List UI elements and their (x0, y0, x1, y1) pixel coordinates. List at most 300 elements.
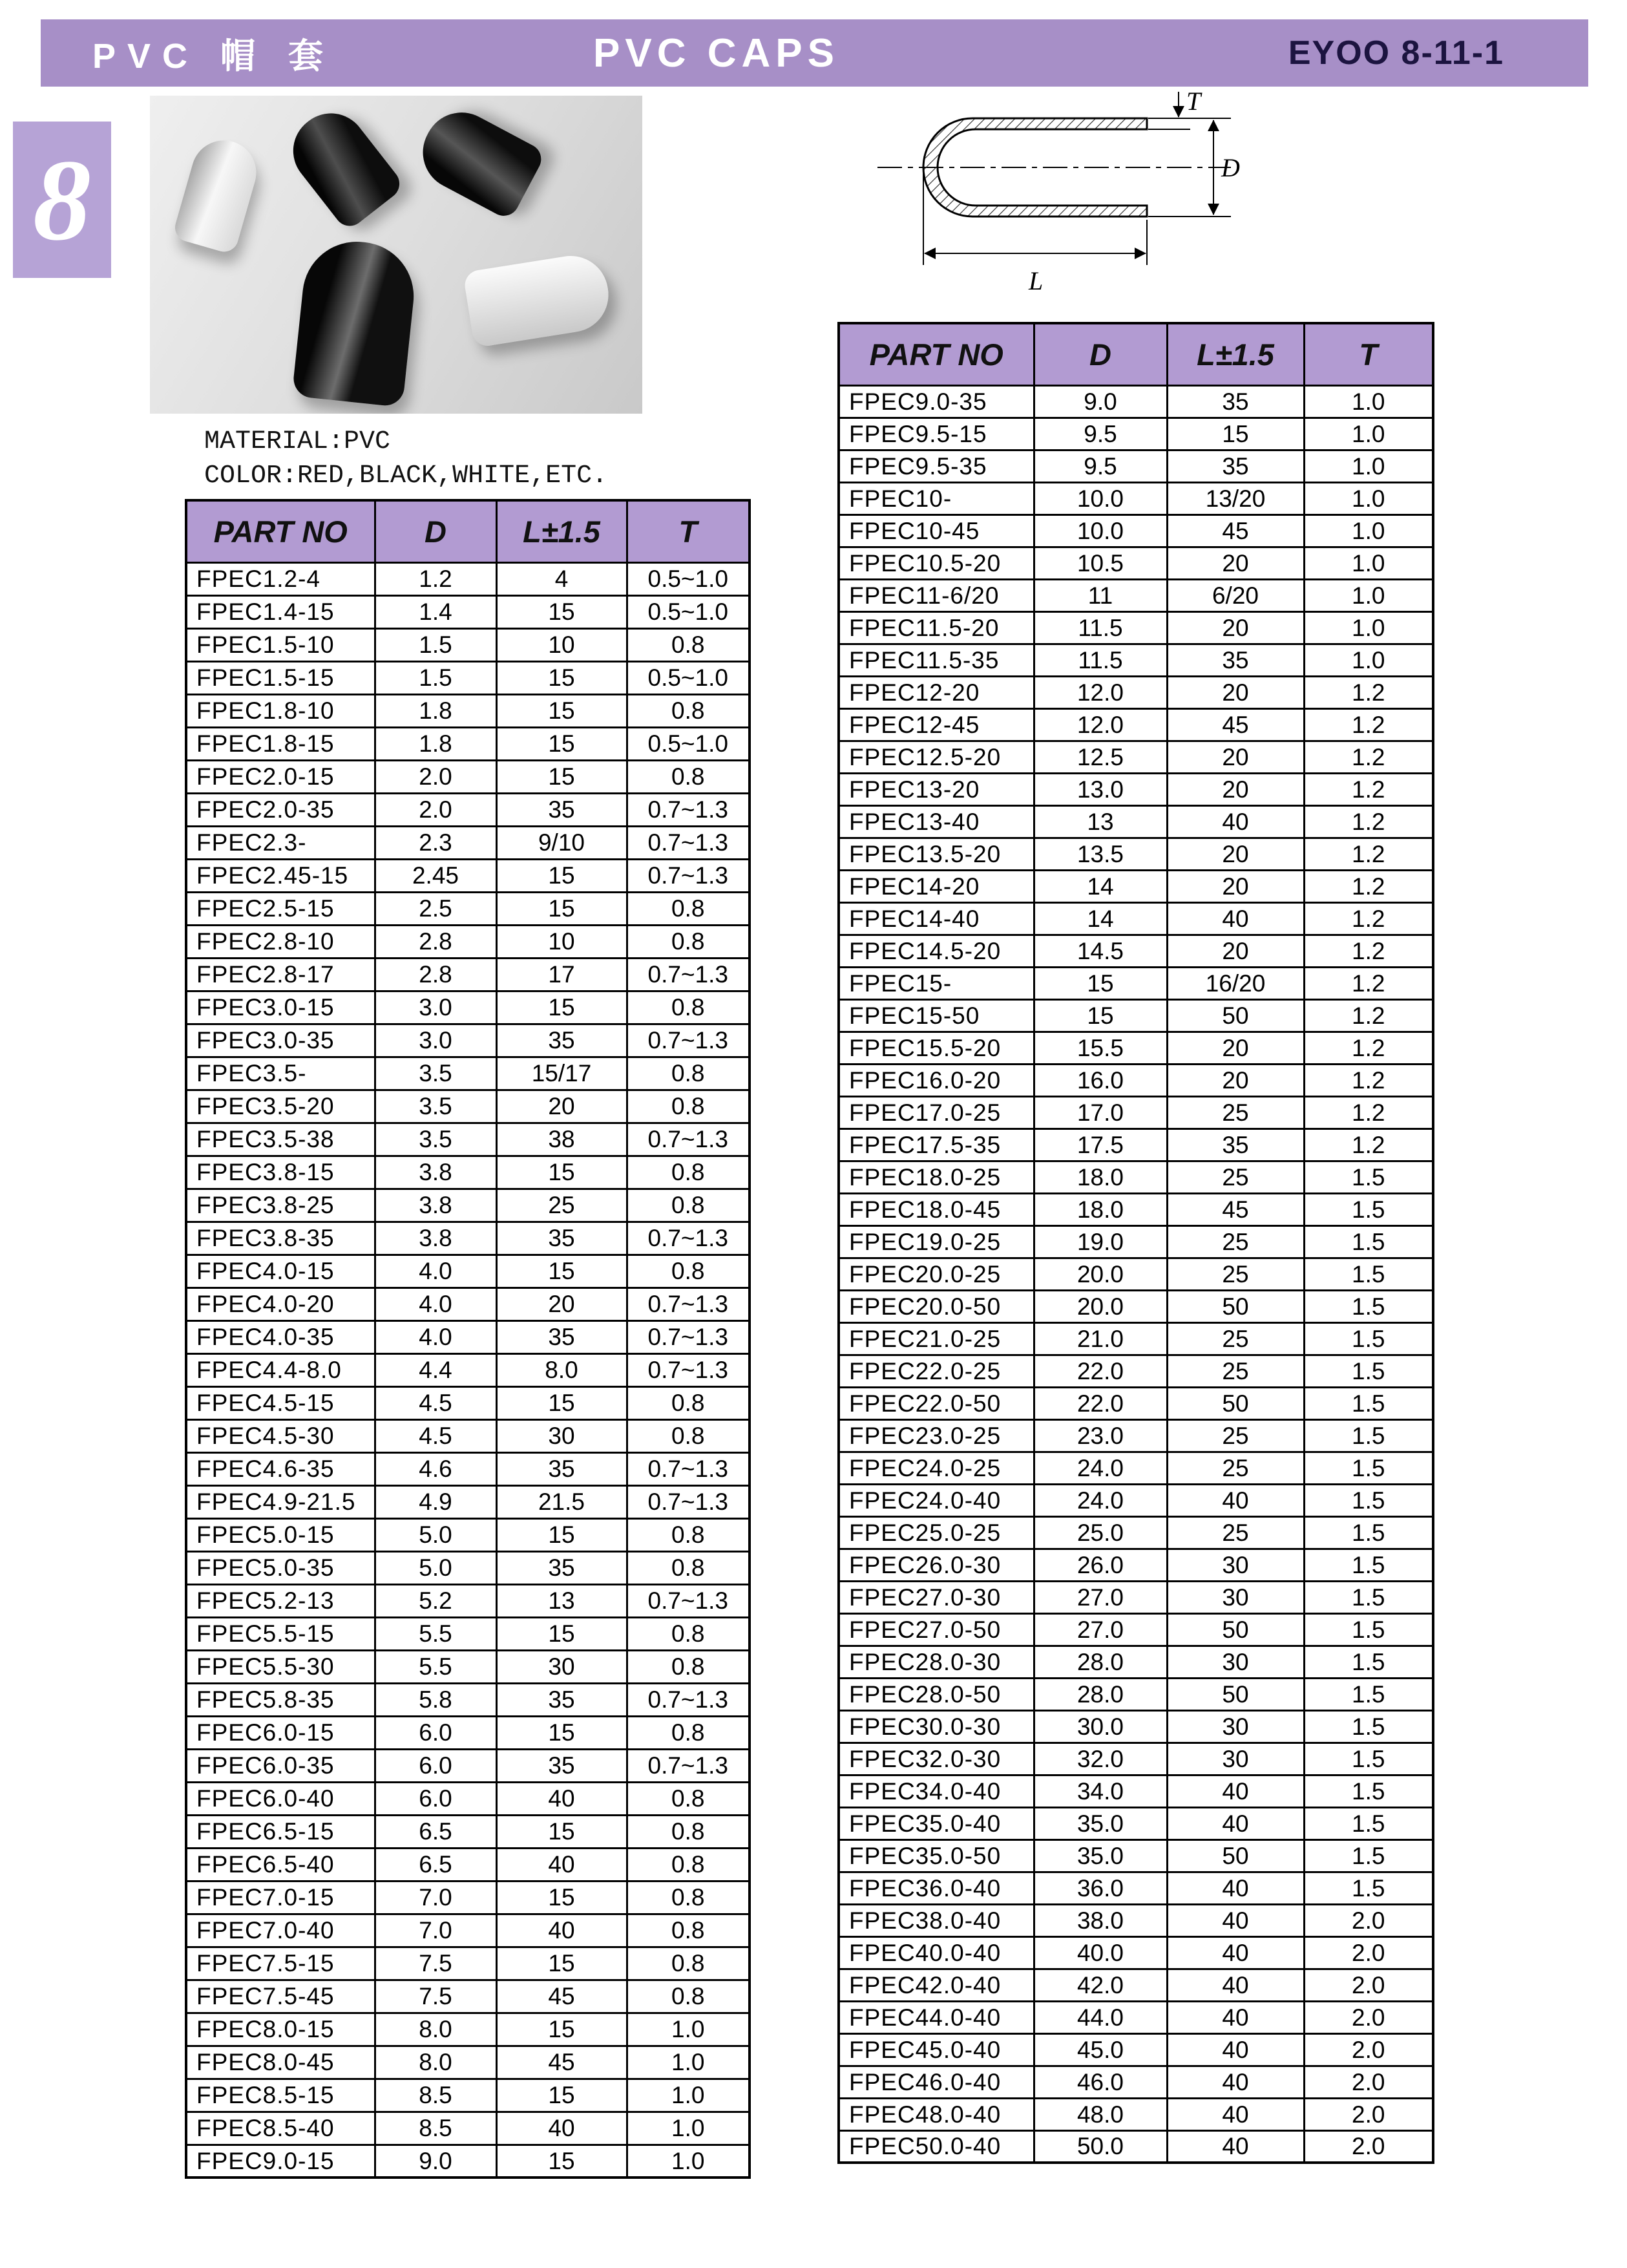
d-cell: 1.4 (375, 595, 496, 628)
part-no-cell: FPEC15.5-20 (839, 1032, 1034, 1064)
table-row (186, 1353, 750, 1386)
l-cell: 25 (1167, 1355, 1304, 1387)
t-cell: 2.0 (1304, 2098, 1433, 2130)
part-no-cell: FPEC28.0-50 (839, 1678, 1034, 1710)
table-row (839, 1969, 1433, 2001)
l-cell: 15 (496, 694, 627, 727)
white-cap-image (172, 132, 264, 255)
table-row (186, 1518, 750, 1551)
part-no-cell: FPEC11.5-20 (839, 611, 1034, 644)
t-cell: 1.2 (1304, 999, 1433, 1032)
part-no-cell: FPEC2.45-15 (186, 859, 375, 892)
t-cell: 1.5 (1304, 1839, 1433, 1872)
l-cell: 20 (1167, 1032, 1304, 1064)
l-cell: 20 (1167, 547, 1304, 579)
part-no-cell: FPEC42.0-40 (839, 1969, 1034, 2001)
d-cell: 3.5 (375, 1090, 496, 1123)
t-cell: 1.5 (1304, 1807, 1433, 1839)
d-cell: 8.5 (375, 2079, 496, 2112)
d-cell: 8.0 (375, 2046, 496, 2079)
table-row (839, 1322, 1433, 1355)
t-cell: 1.5 (1304, 1710, 1433, 1743)
part-no-cell: FPEC50.0-40 (839, 2130, 1034, 2163)
t-cell: 1.5 (1304, 1452, 1433, 1484)
table-row (186, 1914, 750, 1947)
t-cell: 0.7~1.3 (627, 1288, 750, 1320)
table-row (839, 1193, 1433, 1225)
part-no-cell: FPEC1.8-15 (186, 727, 375, 760)
part-no-cell: FPEC23.0-25 (839, 1419, 1034, 1452)
t-cell: 0.7~1.3 (627, 958, 750, 991)
cap-dimension-diagram (859, 83, 1260, 315)
part-no-cell: FPEC9.5-15 (839, 418, 1034, 450)
part-no-cell: FPEC24.0-25 (839, 1452, 1034, 1484)
table-row (186, 2046, 750, 2079)
table-row (839, 2098, 1433, 2130)
t-cell: 1.2 (1304, 1096, 1433, 1129)
l-cell: 30 (1167, 1646, 1304, 1678)
page-code: EYOO 8-11-1 (1288, 34, 1504, 72)
t-cell: 1.5 (1304, 1355, 1433, 1387)
table-row (186, 958, 750, 991)
t-cell: 0.8 (627, 1947, 750, 1980)
d-cell: 12.0 (1034, 676, 1167, 708)
l-cell: 25 (1167, 1419, 1304, 1452)
part-no-cell: FPEC14.5-20 (839, 935, 1034, 967)
d-cell: 9.5 (1034, 450, 1167, 482)
part-no-cell: FPEC17.0-25 (839, 1096, 1034, 1129)
table-row (839, 2033, 1433, 2066)
part-no-cell: FPEC3.0-15 (186, 991, 375, 1024)
l-cell: 17 (496, 958, 627, 991)
l-cell: 15 (496, 727, 627, 760)
t-cell: 1.2 (1304, 1064, 1433, 1096)
d-cell: 4.5 (375, 1419, 496, 1452)
d-cell: 27.0 (1034, 1581, 1167, 1613)
table-row (839, 1096, 1433, 1129)
d-cell: 5.5 (375, 1650, 496, 1683)
table-row (839, 1032, 1433, 1064)
part-no-cell: FPEC48.0-40 (839, 2098, 1034, 2130)
table-row (839, 1743, 1433, 1775)
l-cell: 40 (496, 2112, 627, 2145)
part-no-cell: FPEC21.0-25 (839, 1322, 1034, 1355)
t-cell: 0.8 (627, 925, 750, 958)
part-no-cell: FPEC5.2-13 (186, 1584, 375, 1617)
d-cell: 4.0 (375, 1320, 496, 1353)
part-no-cell: FPEC4.5-15 (186, 1386, 375, 1419)
t-cell: 1.2 (1304, 708, 1433, 741)
l-cell: 40 (1167, 2066, 1304, 2098)
l-cell: 30 (1167, 1549, 1304, 1581)
l-cell: 40 (1167, 1872, 1304, 1904)
l-cell: 40 (1167, 2098, 1304, 2130)
table-row (839, 1904, 1433, 1936)
part-no-cell: FPEC6.0-15 (186, 1716, 375, 1749)
d-cell: 13.5 (1034, 838, 1167, 870)
d-cell: 5.5 (375, 1617, 496, 1650)
table-row (186, 1452, 750, 1485)
part-no-cell: FPEC1.5-15 (186, 661, 375, 694)
table-row (839, 1839, 1433, 1872)
d-cell: 2.8 (375, 958, 496, 991)
col-header-l: L±1.5 (496, 500, 627, 562)
part-no-cell: FPEC18.0-25 (839, 1161, 1034, 1193)
l-cell: 15 (496, 892, 627, 925)
table-row (186, 793, 750, 826)
d-cell: 8.0 (375, 2013, 496, 2046)
l-cell: 20 (1167, 870, 1304, 902)
t-cell: 0.8 (627, 1255, 750, 1288)
table-row (839, 579, 1433, 611)
d-cell: 4.6 (375, 1452, 496, 1485)
d-cell: 7.5 (375, 1947, 496, 1980)
part-no-cell: FPEC20.0-25 (839, 1258, 1034, 1290)
part-no-cell: FPEC3.5- (186, 1057, 375, 1090)
table-row (839, 1936, 1433, 1969)
part-no-cell: FPEC4.4-8.0 (186, 1353, 375, 1386)
t-cell: 0.8 (627, 1617, 750, 1650)
t-cell: 1.0 (1304, 644, 1433, 676)
t-cell: 0.7~1.3 (627, 1024, 750, 1057)
table-row (839, 1129, 1433, 1161)
t-cell: 1.5 (1304, 1678, 1433, 1710)
part-no-cell: FPEC25.0-25 (839, 1516, 1034, 1549)
t-cell: 1.0 (1304, 482, 1433, 514)
table-row (186, 1947, 750, 1980)
t-cell: 0.7~1.3 (627, 826, 750, 859)
d-cell: 15 (1034, 967, 1167, 999)
col-header-part-no: PART NO (839, 323, 1034, 385)
t-cell: 0.7~1.3 (627, 1452, 750, 1485)
d-cell: 4.5 (375, 1386, 496, 1419)
d-cell: 27.0 (1034, 1613, 1167, 1646)
d-cell: 1.5 (375, 661, 496, 694)
t-cell: 0.7~1.3 (627, 1749, 750, 1782)
table-row (186, 694, 750, 727)
l-cell: 8.0 (496, 1353, 627, 1386)
t-cell: 0.8 (627, 1914, 750, 1947)
part-no-cell: FPEC4.0-20 (186, 1288, 375, 1320)
d-cell: 24.0 (1034, 1452, 1167, 1484)
t-cell: 1.0 (1304, 514, 1433, 547)
d-cell: 17.5 (1034, 1129, 1167, 1161)
d-cell: 46.0 (1034, 2066, 1167, 2098)
l-cell: 50 (1167, 1387, 1304, 1419)
l-cell: 15 (1167, 418, 1304, 450)
t-cell: 2.0 (1304, 2130, 1433, 2163)
l-cell: 40 (496, 1914, 627, 1947)
part-no-cell: FPEC2.5-15 (186, 892, 375, 925)
table-row (839, 1419, 1433, 1452)
t-cell: 0.7~1.3 (627, 1222, 750, 1255)
d-cell: 3.8 (375, 1222, 496, 1255)
part-no-cell: FPEC6.0-35 (186, 1749, 375, 1782)
l-cell: 15 (496, 1815, 627, 1848)
l-cell: 15 (496, 1947, 627, 1980)
d-cell: 35.0 (1034, 1807, 1167, 1839)
table-row (839, 708, 1433, 741)
table-row (839, 2066, 1433, 2098)
table-row (839, 482, 1433, 514)
l-cell: 35 (1167, 644, 1304, 676)
l-cell: 35 (496, 1222, 627, 1255)
t-cell: 1.5 (1304, 1322, 1433, 1355)
l-cell: 15 (496, 1156, 627, 1189)
d-cell: 4.9 (375, 1485, 496, 1518)
black-cap-image (292, 237, 419, 408)
part-no-cell: FPEC3.5-20 (186, 1090, 375, 1123)
d-cell: 28.0 (1034, 1646, 1167, 1678)
part-no-cell: FPEC5.5-15 (186, 1617, 375, 1650)
material-line: MATERIAL:PVC (204, 427, 391, 456)
part-no-cell: FPEC6.0-40 (186, 1782, 375, 1815)
part-no-cell: FPEC7.5-15 (186, 1947, 375, 1980)
d-cell: 9.0 (375, 2145, 496, 2178)
part-no-cell: FPEC32.0-30 (839, 1743, 1034, 1775)
table-row (186, 1255, 750, 1288)
part-no-cell: FPEC2.3- (186, 826, 375, 859)
table-row (839, 2130, 1433, 2163)
table-row (186, 2145, 750, 2178)
l-cell: 40 (1167, 2033, 1304, 2066)
table-row (186, 1881, 750, 1914)
d-cell: 16.0 (1034, 1064, 1167, 1096)
part-no-cell: FPEC38.0-40 (839, 1904, 1034, 1936)
table-row (186, 1650, 750, 1683)
part-no-cell: FPEC16.0-20 (839, 1064, 1034, 1096)
part-no-cell: FPEC12-20 (839, 676, 1034, 708)
l-cell: 40 (1167, 2001, 1304, 2033)
t-cell: 0.8 (627, 1156, 750, 1189)
table-row (839, 999, 1433, 1032)
t-cell: 0.7~1.3 (627, 1123, 750, 1156)
part-no-cell: FPEC3.8-15 (186, 1156, 375, 1189)
d-cell: 38.0 (1034, 1904, 1167, 1936)
table-row (839, 1290, 1433, 1322)
l-cell: 35 (496, 1683, 627, 1716)
part-no-cell: FPEC15- (839, 967, 1034, 999)
part-no-cell: FPEC14-40 (839, 902, 1034, 935)
table-row (839, 935, 1433, 967)
d-cell: 6.0 (375, 1716, 496, 1749)
l-cell: 4 (496, 562, 627, 595)
t-cell: 0.8 (627, 892, 750, 925)
part-no-cell: FPEC6.5-40 (186, 1848, 375, 1881)
d-cell: 7.5 (375, 1980, 496, 2013)
table-row (186, 727, 750, 760)
part-no-cell: FPEC26.0-30 (839, 1549, 1034, 1581)
table-row (839, 1064, 1433, 1096)
table-row (186, 1123, 750, 1156)
table-row (839, 1452, 1433, 1484)
t-cell: 1.0 (627, 2046, 750, 2079)
table-row (839, 1387, 1433, 1419)
d-cell: 8.5 (375, 2112, 496, 2145)
table-row (186, 1782, 750, 1815)
t-cell: 1.5 (1304, 1290, 1433, 1322)
table-row (186, 925, 750, 958)
l-cell: 15 (496, 2013, 627, 2046)
part-no-cell: FPEC9.0-35 (839, 385, 1034, 418)
l-cell: 15 (496, 991, 627, 1024)
d-cell: 17.0 (1034, 1096, 1167, 1129)
table-row (839, 547, 1433, 579)
l-cell: 13/20 (1167, 482, 1304, 514)
l-cell: 10 (496, 925, 627, 958)
part-no-cell: FPEC7.0-40 (186, 1914, 375, 1947)
d-cell: 9.5 (1034, 418, 1167, 450)
d-cell: 15 (1034, 999, 1167, 1032)
l-cell: 45 (1167, 708, 1304, 741)
part-no-cell: FPEC20.0-50 (839, 1290, 1034, 1322)
t-cell: 1.5 (1304, 1581, 1433, 1613)
part-no-cell: FPEC3.0-35 (186, 1024, 375, 1057)
l-cell: 20 (1167, 676, 1304, 708)
table-row (186, 826, 750, 859)
part-no-cell: FPEC27.0-30 (839, 1581, 1034, 1613)
t-cell: 0.7~1.3 (627, 1683, 750, 1716)
l-cell: 15 (496, 661, 627, 694)
table-row (186, 892, 750, 925)
table-row (186, 562, 750, 595)
t-cell: 0.8 (627, 694, 750, 727)
t-cell: 0.7~1.3 (627, 1320, 750, 1353)
d-cell: 18.0 (1034, 1161, 1167, 1193)
d-cell: 3.5 (375, 1057, 496, 1090)
t-cell: 1.5 (1304, 1516, 1433, 1549)
table-row (839, 1484, 1433, 1516)
d-cell: 24.0 (1034, 1484, 1167, 1516)
d-cell: 14 (1034, 902, 1167, 935)
part-no-cell: FPEC3.5-38 (186, 1123, 375, 1156)
t-cell: 1.5 (1304, 1775, 1433, 1807)
l-cell: 20 (1167, 741, 1304, 773)
d-cell: 3.0 (375, 1024, 496, 1057)
table-row (839, 644, 1433, 676)
part-no-cell: FPEC30.0-30 (839, 1710, 1034, 1743)
t-cell: 1.5 (1304, 1419, 1433, 1452)
d-cell: 11 (1034, 579, 1167, 611)
d-cell: 2.0 (375, 760, 496, 793)
t-cell: 0.7~1.3 (627, 859, 750, 892)
d-cell: 28.0 (1034, 1678, 1167, 1710)
d-cell: 14 (1034, 870, 1167, 902)
t-cell: 1.2 (1304, 773, 1433, 805)
l-cell: 45 (1167, 1193, 1304, 1225)
d-cell: 50.0 (1034, 2130, 1167, 2163)
d-cell: 2.45 (375, 859, 496, 892)
l-cell: 35 (496, 1551, 627, 1584)
d-cell: 44.0 (1034, 2001, 1167, 2033)
diagram-label-l: L (1029, 266, 1044, 295)
l-cell: 25 (1167, 1516, 1304, 1549)
d-cell: 10.5 (1034, 547, 1167, 579)
l-cell: 15 (496, 859, 627, 892)
t-cell: 1.2 (1304, 935, 1433, 967)
d-cell: 4.0 (375, 1255, 496, 1288)
table-row (839, 1161, 1433, 1193)
d-cell: 7.0 (375, 1914, 496, 1947)
t-cell: 0.8 (627, 1057, 750, 1090)
d-cell: 3.5 (375, 1123, 496, 1156)
table-row (839, 967, 1433, 999)
l-cell: 50 (1167, 999, 1304, 1032)
l-cell: 15 (496, 2145, 627, 2178)
d-cell: 10.0 (1034, 482, 1167, 514)
part-no-cell: FPEC13-40 (839, 805, 1034, 838)
t-cell: 0.8 (627, 1419, 750, 1452)
d-cell: 3.0 (375, 991, 496, 1024)
d-cell: 2.5 (375, 892, 496, 925)
t-cell: 0.5~1.0 (627, 562, 750, 595)
table-row (186, 1189, 750, 1222)
d-cell: 23.0 (1034, 1419, 1167, 1452)
t-cell: 1.0 (1304, 450, 1433, 482)
part-no-cell: FPEC45.0-40 (839, 2033, 1034, 2066)
table-row (186, 760, 750, 793)
d-cell: 1.8 (375, 727, 496, 760)
part-no-cell: FPEC8.0-45 (186, 2046, 375, 2079)
table-row (839, 1549, 1433, 1581)
part-no-cell: FPEC3.8-25 (186, 1189, 375, 1222)
d-cell: 25.0 (1034, 1516, 1167, 1549)
table-row (839, 1807, 1433, 1839)
t-cell: 2.0 (1304, 1969, 1433, 2001)
l-cell: 20 (1167, 1064, 1304, 1096)
part-no-cell: FPEC34.0-40 (839, 1775, 1034, 1807)
material-note (204, 425, 607, 494)
table-row (839, 1775, 1433, 1807)
l-cell: 15 (496, 1255, 627, 1288)
part-no-cell: FPEC2.8-10 (186, 925, 375, 958)
t-cell: 0.8 (627, 1980, 750, 2013)
t-cell: 0.8 (627, 1551, 750, 1584)
table-row (186, 661, 750, 694)
t-cell: 1.5 (1304, 1646, 1433, 1678)
table-row (839, 418, 1433, 450)
d-cell: 13.0 (1034, 773, 1167, 805)
t-cell: 1.0 (627, 2013, 750, 2046)
part-no-cell: FPEC9.0-15 (186, 2145, 375, 2178)
l-cell: 40 (1167, 2130, 1304, 2163)
table-row (186, 1848, 750, 1881)
white-cap-image (463, 251, 614, 348)
t-cell: 1.2 (1304, 1129, 1433, 1161)
table-row (186, 1386, 750, 1419)
l-cell: 20 (496, 1288, 627, 1320)
l-cell: 35 (496, 1024, 627, 1057)
t-cell: 0.8 (627, 1386, 750, 1419)
part-no-cell: FPEC4.0-15 (186, 1255, 375, 1288)
d-cell: 12.5 (1034, 741, 1167, 773)
table-row (186, 859, 750, 892)
part-no-cell: FPEC4.9-21.5 (186, 1485, 375, 1518)
l-cell: 15 (496, 1881, 627, 1914)
d-cell: 18.0 (1034, 1193, 1167, 1225)
t-cell: 1.2 (1304, 967, 1433, 999)
d-cell: 11.5 (1034, 644, 1167, 676)
d-cell: 42.0 (1034, 1969, 1167, 2001)
d-cell: 30.0 (1034, 1710, 1167, 1743)
black-cap-image (410, 100, 547, 222)
t-cell: 0.5~1.0 (627, 595, 750, 628)
d-cell: 15.5 (1034, 1032, 1167, 1064)
d-cell: 26.0 (1034, 1549, 1167, 1581)
t-cell: 1.2 (1304, 902, 1433, 935)
l-cell: 20 (496, 1090, 627, 1123)
l-cell: 35 (496, 793, 627, 826)
